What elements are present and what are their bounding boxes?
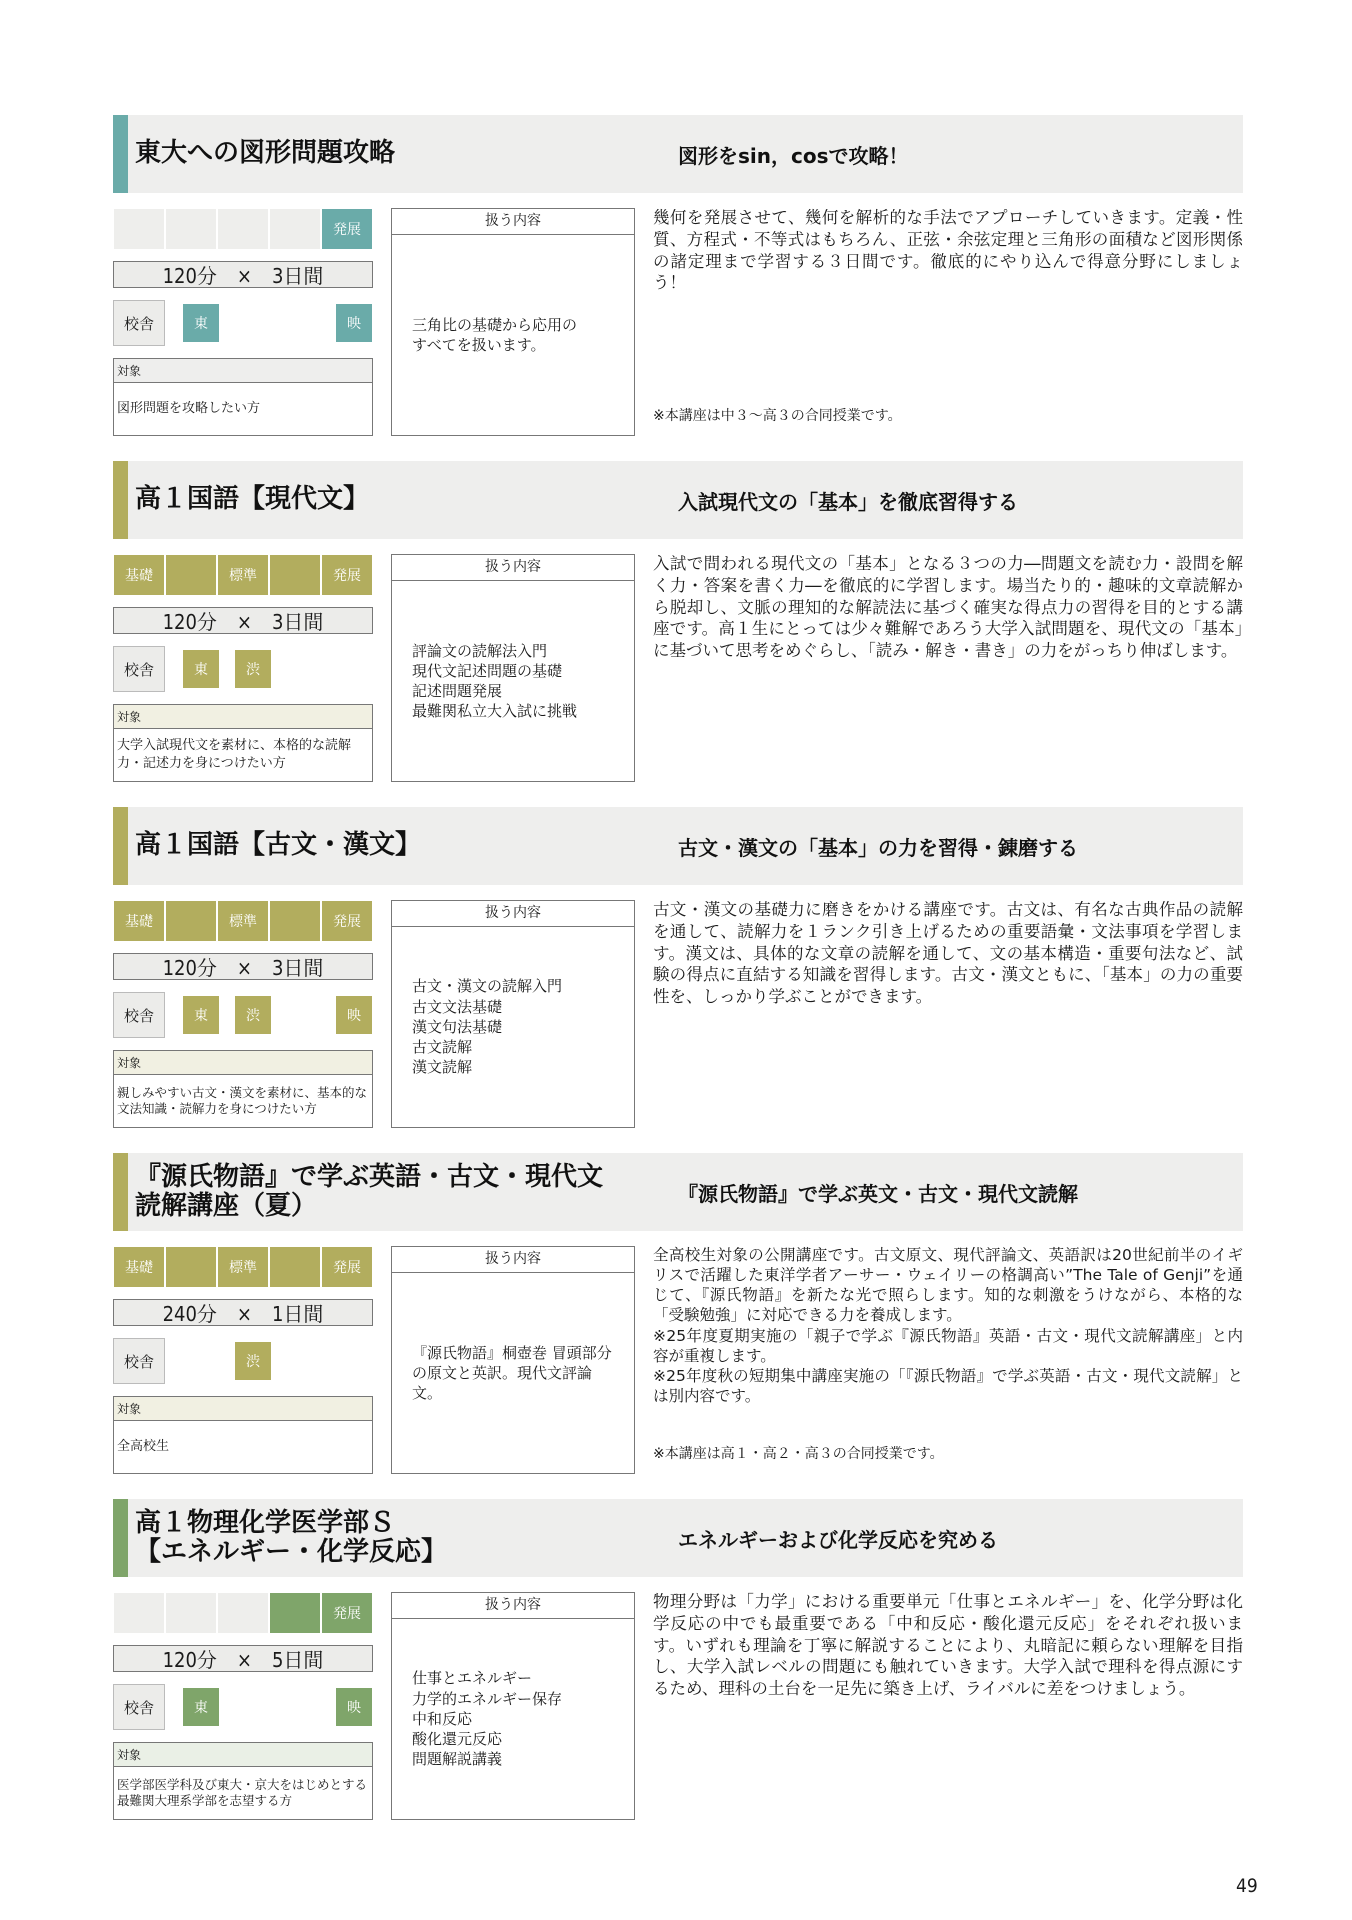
course-description: [653, 1245, 1243, 1475]
content-value: [392, 235, 634, 435]
course-tagline: 図形をsin，cosで攻略！: [678, 143, 909, 168]
course-header: [113, 461, 1243, 539]
target-value: 大学入試現代文を素材に、本格的な読解力・記述力を身につけたい方: [117, 738, 352, 771]
course-description: [653, 553, 1243, 783]
campus-badge-video: 映: [336, 1688, 372, 1726]
content-text: 古文・漢文の読解入門 古文文法基礎 漢文句法基礎 古文読解 漢文読解: [412, 977, 563, 1077]
target-value: 医学部医学科及び東大・京大をはじめとする最難関大理系学部を志望する方: [117, 1776, 368, 1808]
level-cell-advanced: 発展: [321, 208, 373, 250]
content-box: [391, 1246, 635, 1474]
course-description: [653, 1591, 1243, 1821]
campus-label: 校舎: [113, 1684, 165, 1730]
level-cell: [113, 1592, 165, 1634]
course-duration: 120分 × 5日間: [113, 1645, 373, 1672]
content-box: [391, 208, 635, 436]
campus-badge-video: 映: [336, 996, 372, 1034]
target-label: 対象: [114, 705, 372, 729]
level-cell: [269, 208, 321, 250]
course-title: 東大への図形問題攻略: [135, 138, 396, 169]
content-value: [392, 581, 634, 781]
description-text: 古文・漢文の基礎力に磨きをかける講座です。古文は、有名な古典作品の読解を通して、読解力を１ランク引き上げるための重要語彙・文法事項を学習します。漢文は、具体的な文章の読解を通して、文の基本構造・重要句法など、試験の得点に直結する知識を習得します。古文・漢文ともに、「基本」の力の重要性を、しっかり学ぶことができます。: [653, 900, 1243, 1007]
campus-badge-higashi: 東: [183, 996, 219, 1034]
content-box: [391, 900, 635, 1128]
course-duration: 120分 × 3日間: [113, 607, 373, 634]
target-box: [113, 1742, 373, 1820]
content-label: 扱う内容: [392, 555, 634, 581]
level-indicator: [113, 1592, 373, 1634]
level-cell-advanced: 発展: [321, 554, 373, 596]
header-accent-bar: [113, 461, 128, 539]
level-cell: [165, 208, 217, 250]
content-label: 扱う内容: [392, 209, 634, 235]
course-card: [113, 1499, 1243, 1819]
content-label: 扱う内容: [392, 901, 634, 927]
target-value: 図形問題を攻略したい方: [117, 401, 261, 417]
description-text: 物理分野は「力学」における重要単元「仕事とエネルギー」を、化学分野は化学反応の中でも最重要である「中和反応・酸化還元反応」をそれぞれ扱います。いずれも理論を丁寧に解説することにより、丸暗記に頼らない理解を目指し、大学入試レベルの問題にも触れていきます。大学入試で理科を得点源にするため、理科の土台を一足先に築き上げ、ライバルに差をつけましょう。: [653, 1592, 1243, 1699]
campus-label: 校舎: [113, 300, 165, 346]
course-duration: 120分 × 3日間: [113, 953, 373, 980]
level-cell-advanced: 発展: [321, 900, 373, 942]
content-value: [392, 1619, 634, 1819]
course-title: 高１国語【現代文】: [135, 484, 370, 515]
description-text: 全高校生対象の公開講座です。古文原文、現代評論文、英語訳は20世紀前半のイギリスで活躍した東洋学者アーサー・ウェイリーの格調高い”The Tale of Genji”を通じて、『源氏物語』を新たな光で照らします。知的な刺激をうけながら、本格的な「受験勉強」に対応できる力を養成します。 ※25年度夏期実施の「親子で学ぶ『源氏物語』英語・古文・現代文読解講座」と内容が重複します。 ※25年度秋の短期集中講座実施の「『源氏物語』で学ぶ英語・古文・現代文読解」とは別内容です。: [653, 1246, 1243, 1405]
level-indicator: [113, 208, 373, 250]
content-text: 『源氏物語』桐壺巻 冒頭部分の原文と英訳。現代文評論文。: [412, 1343, 612, 1403]
course-tagline: エネルギーおよび化学反応を究める: [678, 1527, 998, 1552]
campus-label: 校舎: [113, 1338, 165, 1384]
level-cell: [165, 554, 217, 596]
campus-badge-higashi: 東: [183, 650, 219, 688]
description-text: 入試で問われる現代文の「基本」となる３つの力―問題文を読む力・設問を解く力・答案を書く力―を徹底的に学習します。場当たり的・趣味的文章読解から脱却し、文脈の理知的な解読法に基づく確実な得点力の習得を目的とする講座です。高１生にとっては少々難解であろう大学入試問題を、現代文の「基本」に基づいて思考をめぐらし、「読み・解き・書き」の力をがっちり伸ばします。: [653, 554, 1243, 661]
target-label: 対象: [114, 1397, 372, 1421]
campus-badge-shibuya: 渋: [235, 996, 271, 1034]
target-label: 対象: [114, 1051, 372, 1075]
header-accent-bar: [113, 1153, 128, 1231]
campus-badge-shibuya: 渋: [235, 1342, 271, 1380]
course-description: [653, 207, 1243, 437]
level-cell: [269, 1246, 321, 1288]
level-cell-advanced: 発展: [321, 1246, 373, 1288]
target-label: 対象: [114, 359, 372, 383]
level-cell-basic: 基礎: [113, 900, 165, 942]
campus-label: 校舎: [113, 992, 165, 1038]
level-cell: [269, 900, 321, 942]
course-card: [113, 1153, 1243, 1473]
course-header: [113, 1153, 1243, 1231]
level-cell-basic: 基礎: [113, 554, 165, 596]
course-title: 高１物理化学医学部Ｓ 【エネルギー・化学反応】: [135, 1507, 448, 1567]
level-cell-standard: 標準: [217, 554, 269, 596]
campus-badge-video: 映: [336, 304, 372, 342]
level-indicator: [113, 1246, 373, 1288]
page-number: 49: [1236, 1875, 1258, 1897]
content-text: 三角比の基礎から応用の すべてを扱います。: [412, 315, 578, 354]
course-header: [113, 1499, 1243, 1577]
campus-badge-shibuya: 渋: [235, 650, 271, 688]
campus-row: [113, 992, 373, 1038]
level-cell: [165, 900, 217, 942]
level-cell-basic: 基礎: [113, 1246, 165, 1288]
level-cell: [217, 208, 269, 250]
content-value: [392, 1273, 634, 1473]
course-title: 高１国語【古文・漢文】: [135, 830, 422, 861]
content-label: 扱う内容: [392, 1593, 634, 1619]
level-cell: [269, 554, 321, 596]
description-note: ※本講座は高１・高２・高３の合同授業です。: [653, 1446, 944, 1462]
course-description: [653, 899, 1243, 1129]
level-cell-standard: 標準: [217, 900, 269, 942]
content-box: [391, 554, 635, 782]
content-label: 扱う内容: [392, 1247, 634, 1273]
target-label: 対象: [114, 1743, 372, 1767]
level-cell: [165, 1246, 217, 1288]
header-accent-bar: [113, 807, 128, 885]
campus-badge-higashi: 東: [183, 304, 219, 342]
content-value: [392, 927, 634, 1127]
target-box: [113, 1050, 373, 1128]
level-cell: [113, 208, 165, 250]
target-value: 親しみやすい古文・漢文を素材に、基本的な文法知識・読解力を身につけたい方: [117, 1085, 368, 1116]
level-cell-standard: 標準: [217, 1246, 269, 1288]
campus-row: [113, 1338, 373, 1384]
course-tagline: 『源氏物語』で学ぶ英文・古文・現代文読解: [678, 1181, 1078, 1206]
course-card: [113, 807, 1243, 1127]
course-duration: 240分 × 1日間: [113, 1299, 373, 1326]
course-tagline: 古文・漢文の「基本」の力を習得・錬磨する: [678, 835, 1078, 860]
content-box: [391, 1592, 635, 1820]
course-title: 『源氏物語』で学ぶ英語・古文・現代文 読解講座（夏）: [135, 1161, 604, 1221]
header-accent-bar: [113, 115, 128, 193]
target-box: [113, 358, 373, 436]
campus-row: [113, 1684, 373, 1730]
campus-row: [113, 646, 373, 692]
header-accent-bar: [113, 1499, 128, 1577]
target-box: [113, 704, 373, 782]
description-text: 幾何を発展させて、幾何を解析的な手法でアプローチしていきます。定義・性質、方程式・不等式はもちろん、正弦・余弦定理と三角形の面積など図形関係の諸定理まで学習する３日間です。徹底的にやり込んで得意分野にしましょう！: [653, 208, 1243, 293]
course-card: [113, 115, 1243, 435]
level-cell: [165, 1592, 217, 1634]
level-cell-advanced: 発展: [321, 1592, 373, 1634]
course-header: [113, 115, 1243, 193]
level-cell: [269, 1592, 321, 1634]
description-note: ※本講座は中３～高３の合同授業です。: [653, 408, 902, 424]
target-box: [113, 1396, 373, 1474]
course-header: [113, 807, 1243, 885]
course-tagline: 入試現代文の「基本」を徹底習得する: [678, 489, 1018, 514]
level-indicator: [113, 554, 373, 596]
content-text: 仕事とエネルギー 力学的エネルギー保存 中和反応 酸化還元反応 問題解説講義: [412, 1669, 563, 1769]
campus-label: 校舎: [113, 646, 165, 692]
level-indicator: [113, 900, 373, 942]
campus-row: [113, 300, 373, 346]
course-card: [113, 461, 1243, 781]
target-value: 全高校生: [117, 1439, 170, 1455]
campus-badge-higashi: 東: [183, 1688, 219, 1726]
content-text: 評論文の読解法入門 現代文記述問題の基礎 記述問題発展 最難関私立大入試に挑戦: [412, 641, 578, 721]
course-duration: 120分 × 3日間: [113, 261, 373, 288]
level-cell: [217, 1592, 269, 1634]
